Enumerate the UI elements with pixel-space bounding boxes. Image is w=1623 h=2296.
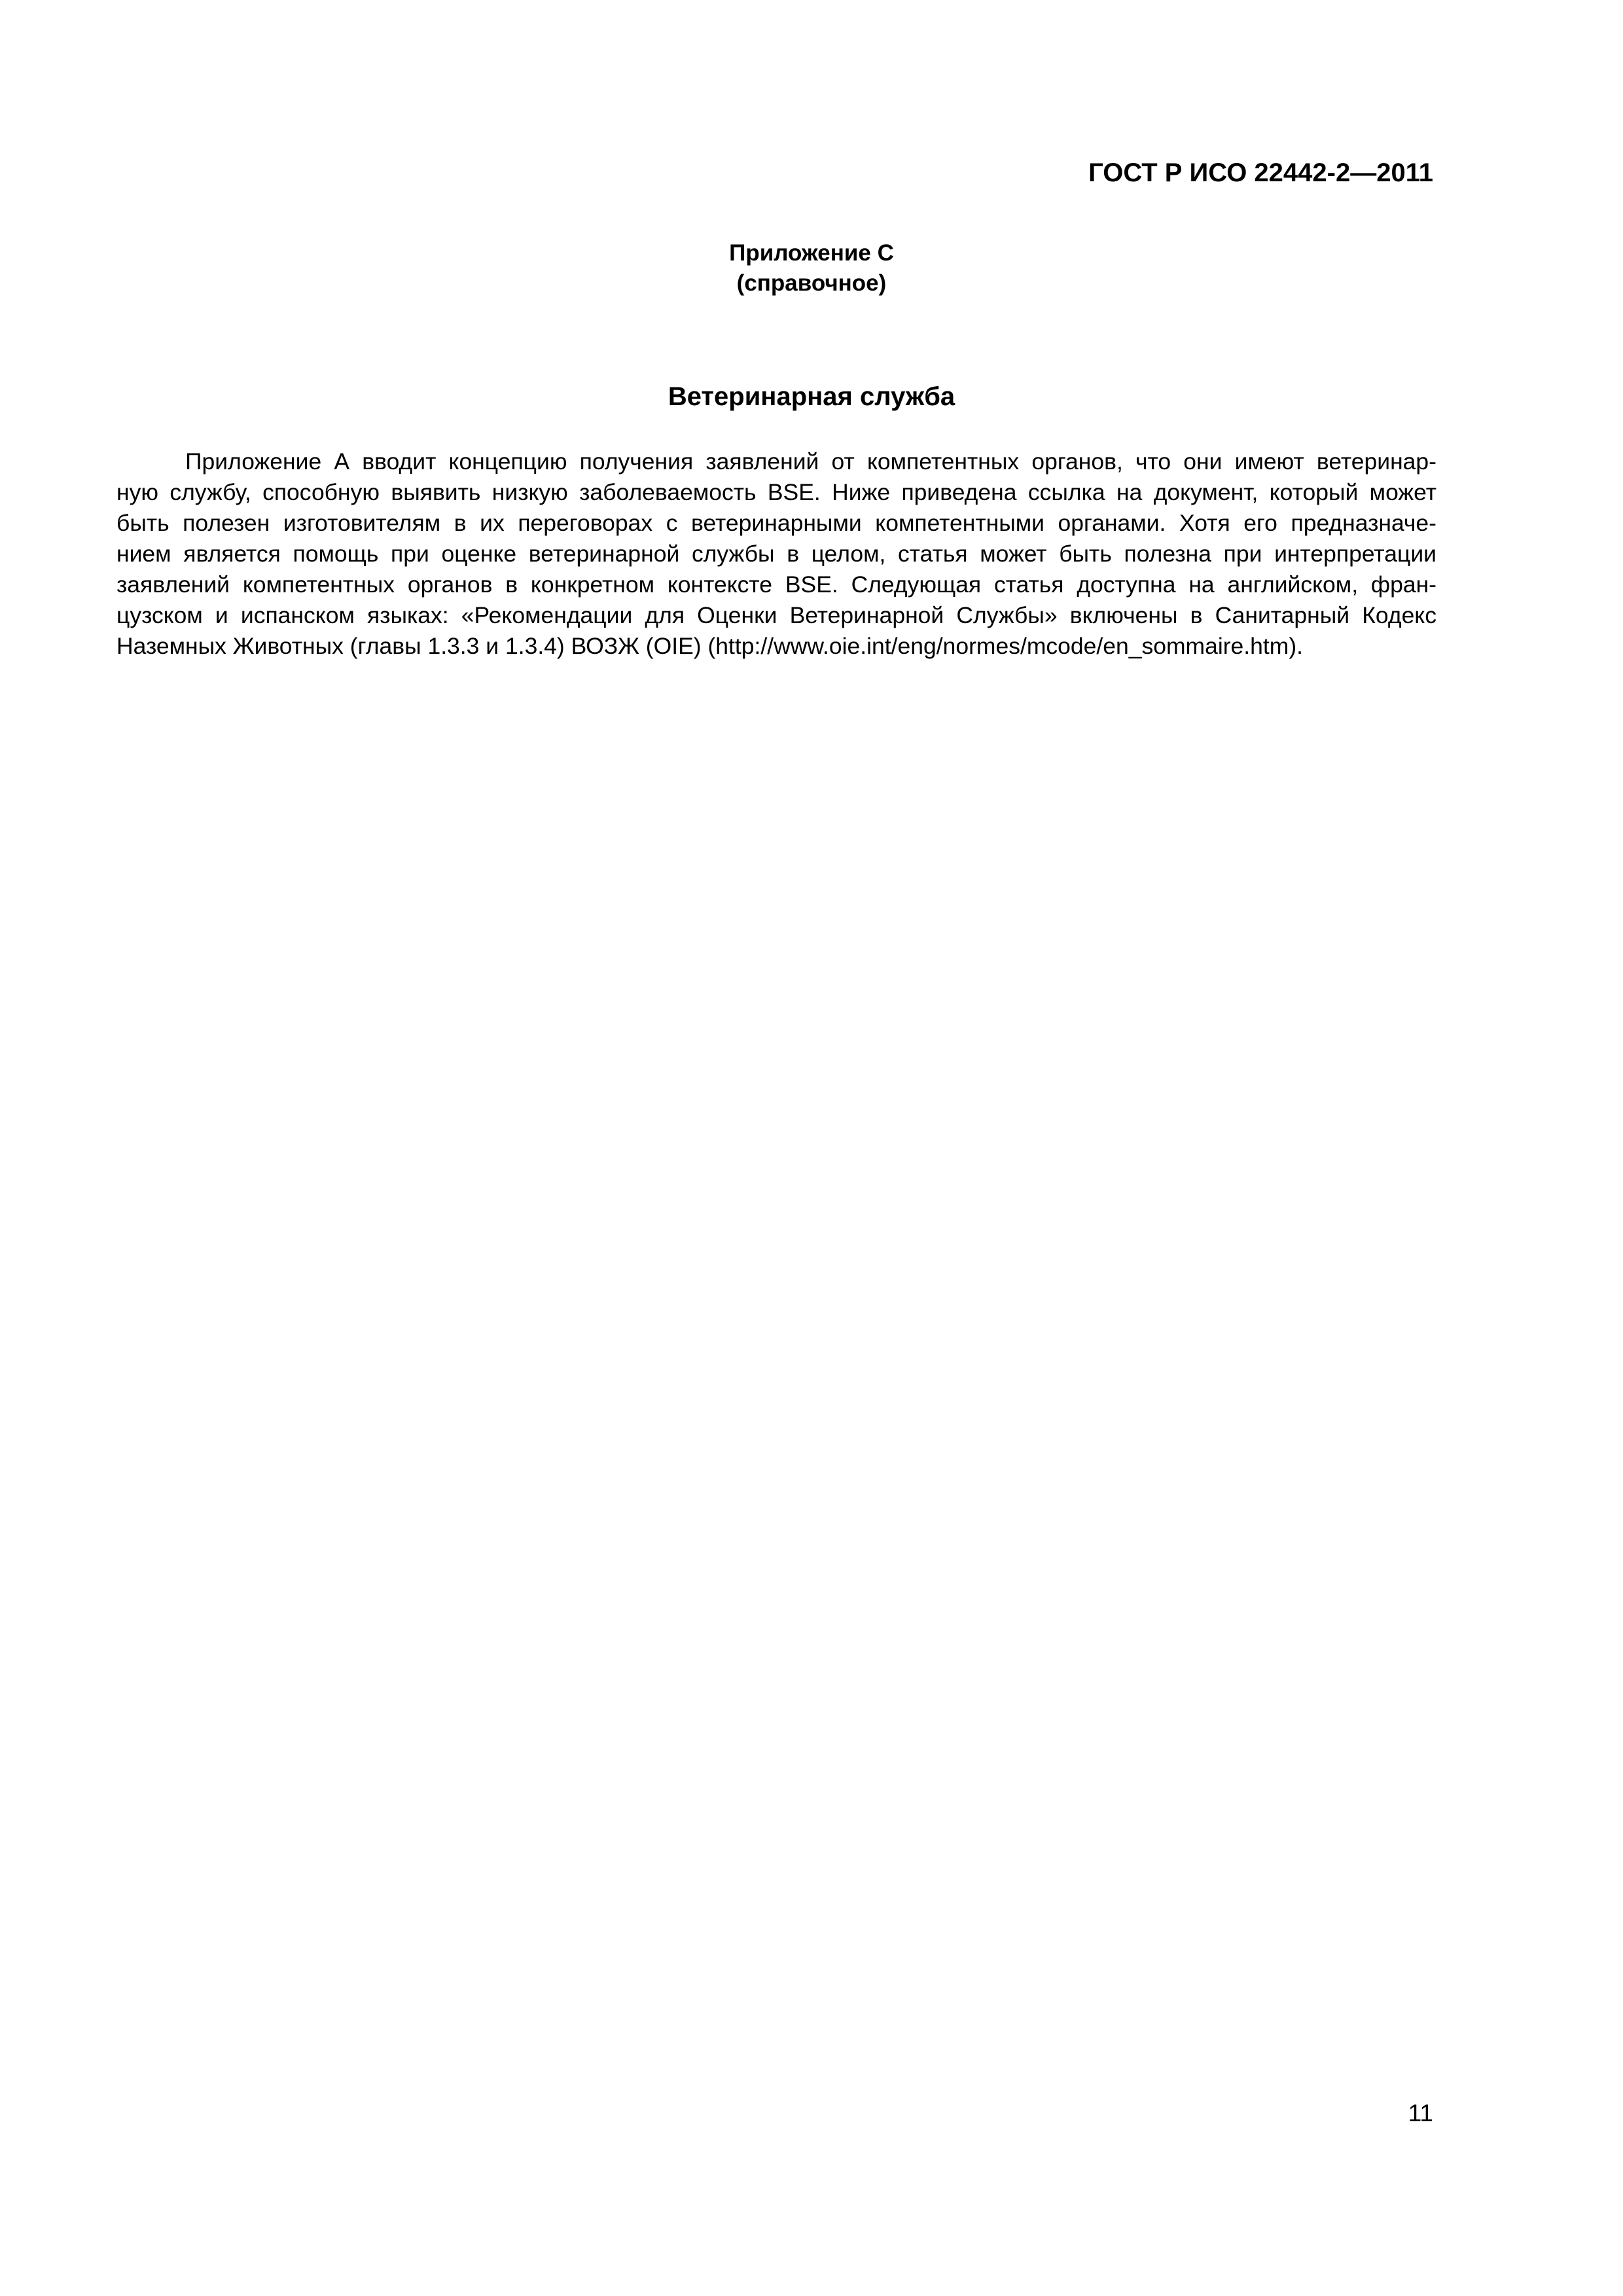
paragraph-line: нием является помощь при оценке ветеринарной службы в целом, статья может быть полезна при интерпретации — [116, 541, 1436, 567]
paragraph-line: заявлений компетентных органов в конкретном контексте BSE. Следующая статья доступна на английском, фран- — [116, 571, 1436, 598]
paragraph-line: ную службу, способную выявить низкую заболеваемость BSE. Ниже приведена ссылка на документ, который может — [116, 479, 1436, 505]
paragraph-line: Приложение А вводит концепцию получения заявлений от компетентных органов, что они имеют ветеринар- — [185, 448, 1436, 475]
annex-type: (справочное) — [736, 270, 887, 296]
document-designation: ГОСТ Р ИСО 22442-2—2011 — [1088, 158, 1433, 187]
paragraph-line: Наземных Животных (главы 1.3.3 и 1.3.4) ВОЗЖ (OIE) (http://www.oie.int/eng/normes/mcode/en_sommaire.htm). — [116, 633, 1304, 659]
paragraph-line: цузском и испанском языках: «Рекомендации для Оценки Ветеринарной Службы» включены в Санитарный Кодекс — [116, 602, 1436, 628]
paragraph-line: быть полезен изготовителям в их переговорах с ветеринарными компетентными органами. Хотя его предназначе- — [116, 510, 1436, 536]
annex-title: Приложение С — [729, 240, 894, 266]
body-paragraph — [116, 446, 1436, 662]
section-title: Ветеринарная служба — [668, 382, 955, 411]
page-number: 11 — [1408, 2100, 1433, 2126]
annex-heading — [0, 238, 1623, 298]
